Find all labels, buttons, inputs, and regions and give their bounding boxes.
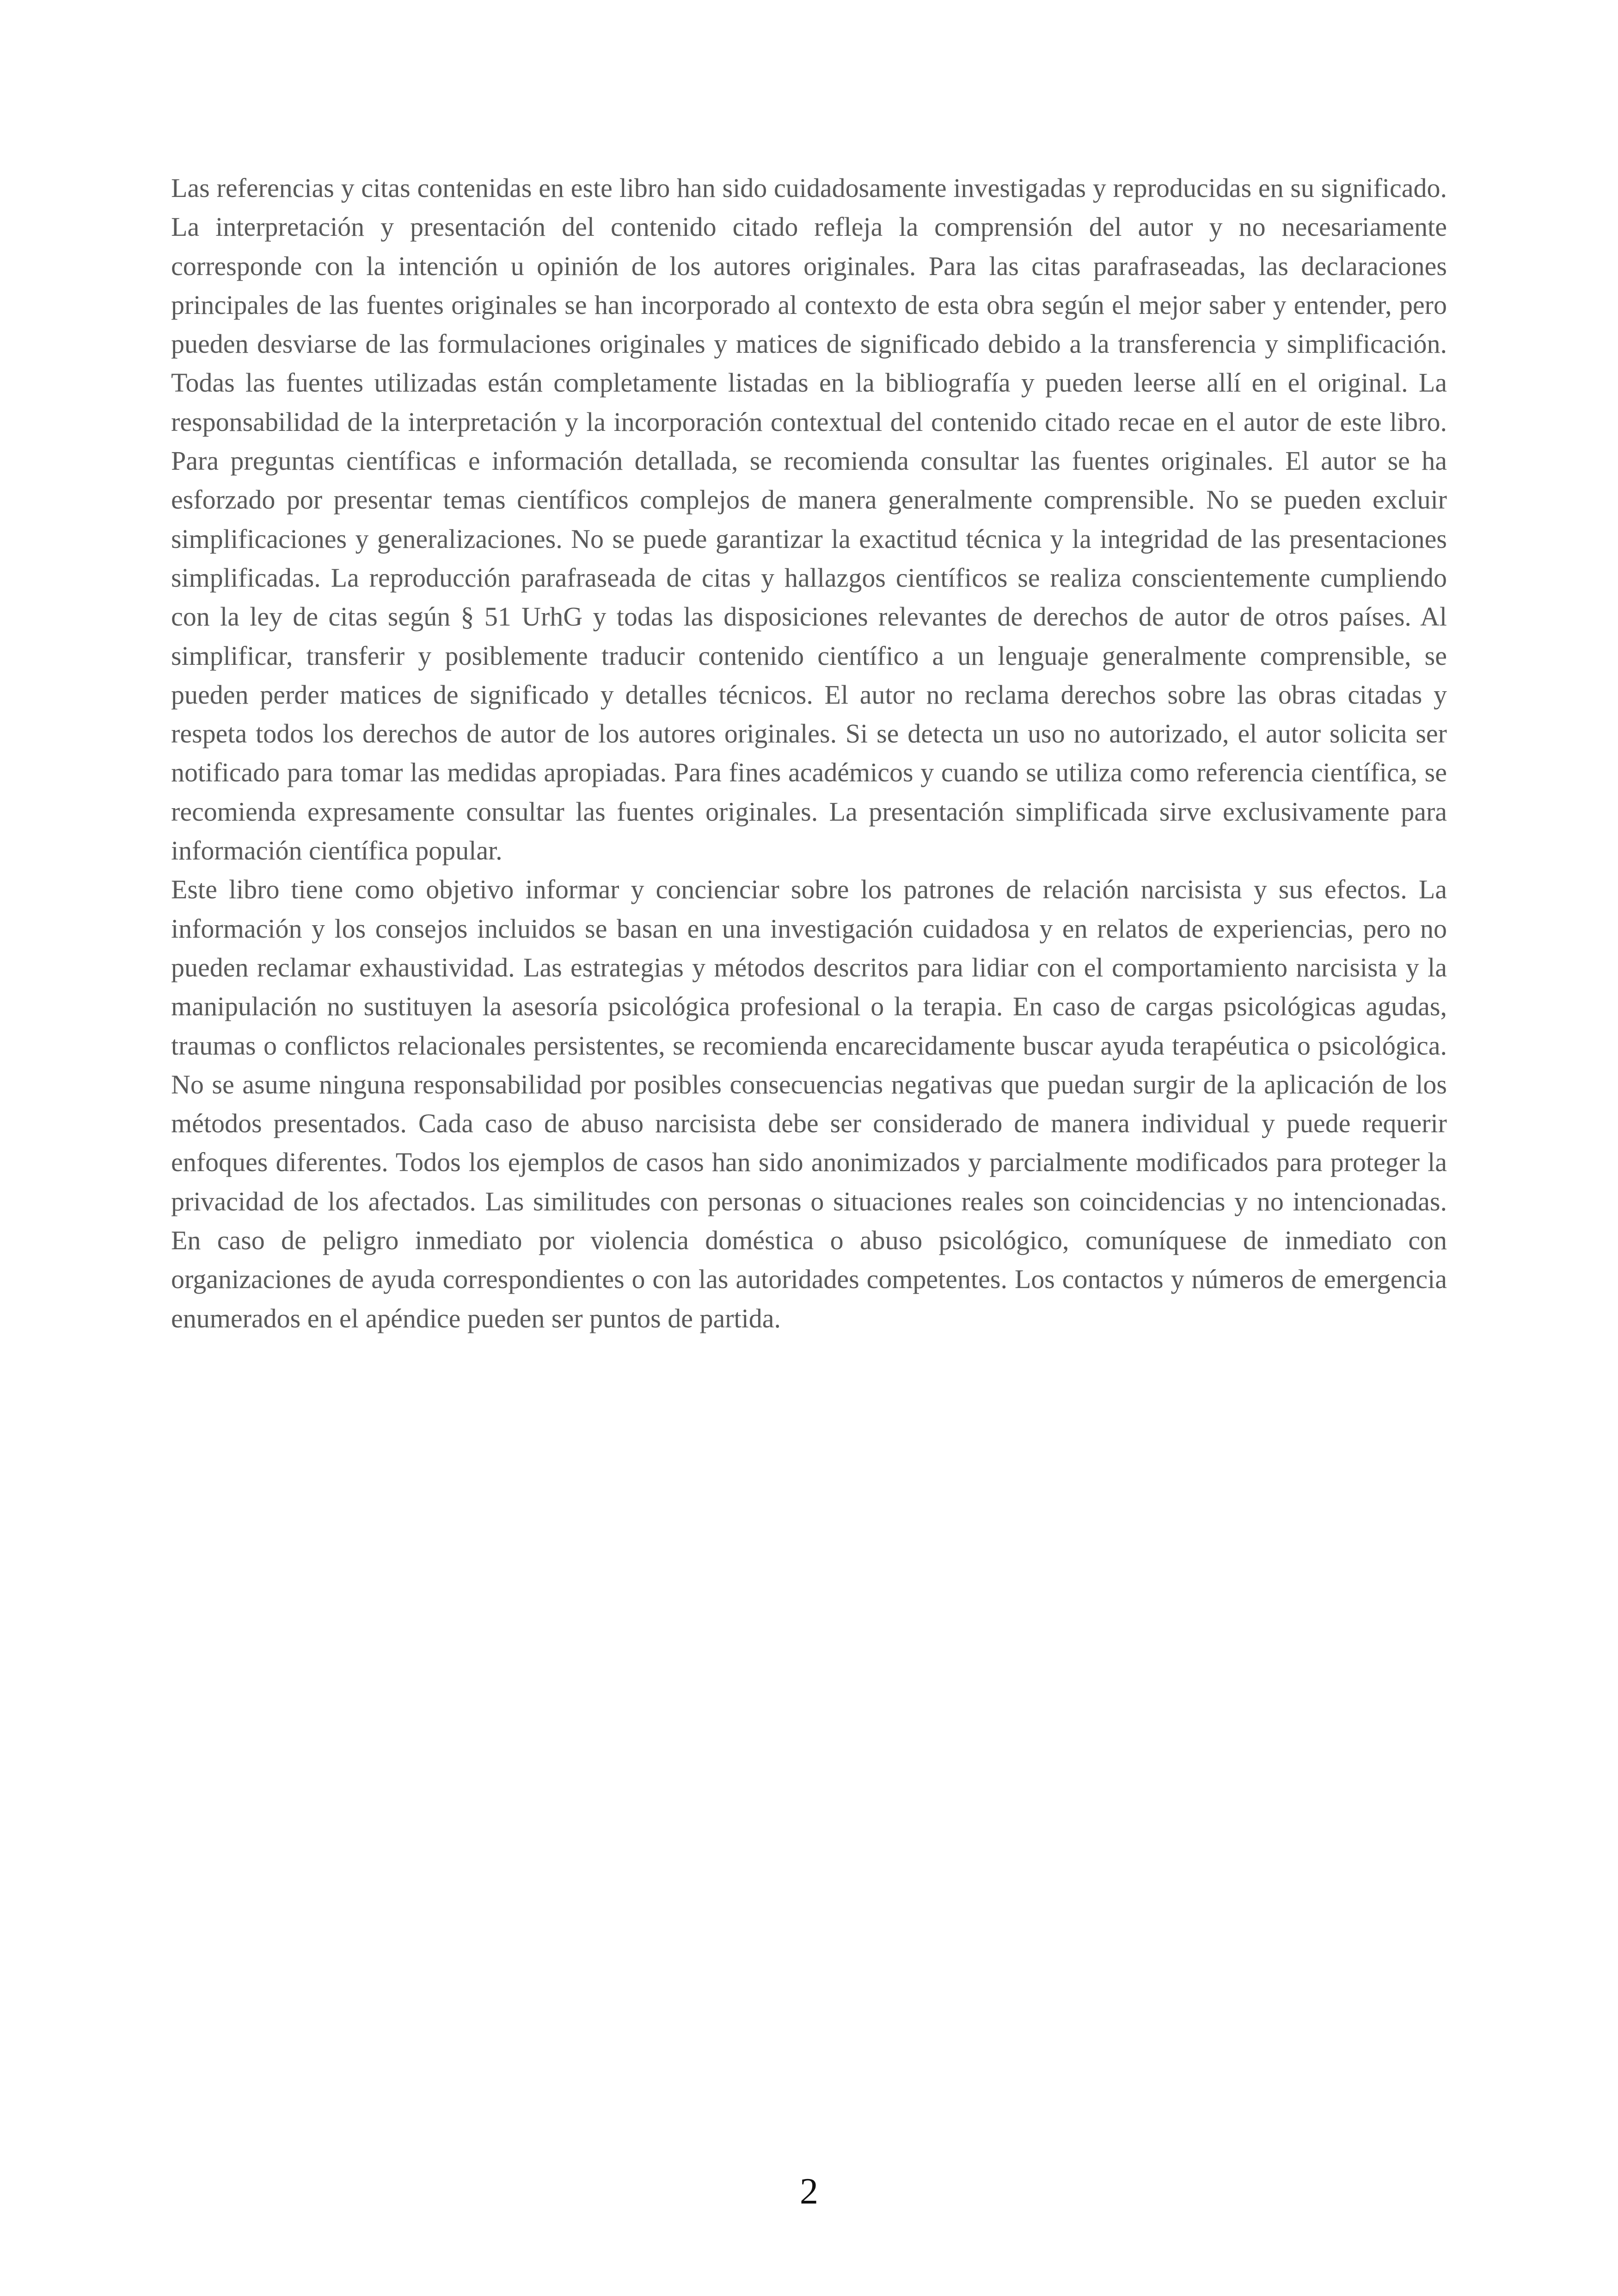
paragraph-disclaimer-content: Este libro tiene como objetivo informar y concienciar sobre los patrones de relación narcisista y sus efectos. La información y los consejos incluidos se basan en una investigación cuidadosa y en relatos de experiencias, pero no pueden reclamar exhaustividad. Las estrategias y métodos descritos para lidiar con el comportamiento narcisista y la manipulación no sustituyen la asesoría psicológica profesional o la terapia. En caso de cargas psicológicas agudas, traumas o conflictos relacionales persistentes, se recomienda encarecidamente buscar ayuda terapéutica o psicológica. No se asume ninguna responsabilidad por posibles consecuencias negativas que puedan surgir de la aplicación de los métodos presentados. Cada caso de abuso narcisista debe ser considerado de manera individual y puede requerir enfoques diferentes. Todos los ejemplos de casos han sido anonimizados y parcialmente modificados para proteger la privacidad de los afectados. Las similitudes con personas o situaciones reales son coincidencias y no intencionadas. En caso de peligro inmediato por violencia doméstica o abuso psicológico, comuníquese de inmediato con organizaciones de ayuda correspondientes o con las autoridades competentes. Los contactos y números de emergencia enumerados en el apéndice pueden ser puntos de partida. [171, 874, 1447, 1333]
page-number: 2 [800, 2171, 818, 2212]
paragraph-disclaimer-citations: Las referencias y citas contenidas en este libro han sido cuidadosamente investigadas y reproducidas en su significado. La interpretación y presentación del contenido citado refleja la comprensión del autor y no necesariamente corresponde con la intención u opinión de los autores originales. Para las citas parafraseadas, las declaraciones principales de las fuentes originales se han incorporado al contexto de esta obra según el mejor saber y entender, pero pueden desviarse de las formulaciones originales y matices de significado debido a la transferencia y simplificación. Todas las fuentes utilizadas están completamente listadas en la bibliografía y pueden leerse allí en el original. La responsabilidad de la interpretación y la incorporación contextual del contenido citado recae en el autor de este libro. Para preguntas científicas e información detallada, se recomienda consultar las fuentes originales. El autor se ha esforzado por presentar temas científicos complejos de manera generalmente comprensible. No se pueden excluir simplificaciones y generalizaciones. No se puede garantizar la exactitud técnica y la integridad de las presentaciones simplificadas. La reproducción parafraseada de citas y hallazgos científicos se realiza conscientemente cumpliendo con la ley de citas según § 51 UrhG y todas las disposiciones relevantes de derechos de autor de otros países. Al simplificar, transferir y posiblemente traducir contenido científico a un lenguaje generalmente comprensible, se pueden perder matices de significado y detalles técnicos. El autor no reclama derechos sobre las obras citadas y respeta todos los derechos de autor de los autores originales. Si se detecta un uso no autorizado, el autor solicita ser notificado para tomar las medidas apropiadas. Para fines académicos y cuando se utiliza como referencia científica, se recomienda expresamente consultar las fuentes originales. La presentación simplificada sirve exclusivamente para información científica popular. [171, 173, 1447, 866]
body-text [171, 169, 1447, 1338]
